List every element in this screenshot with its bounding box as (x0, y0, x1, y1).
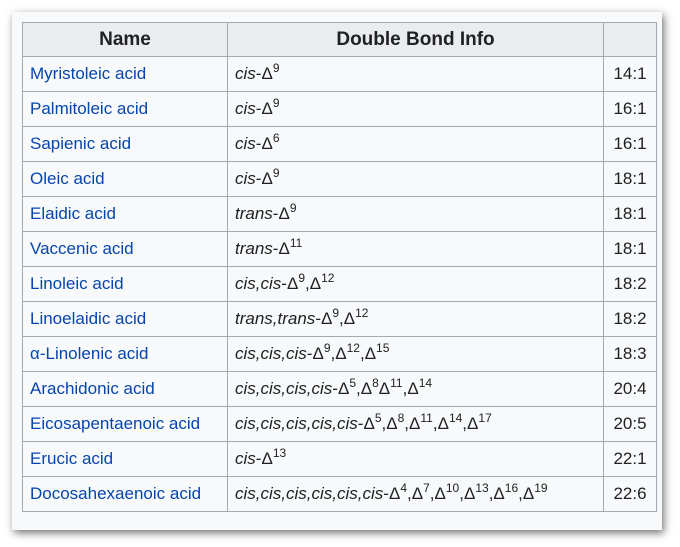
fatty-acid-name-cell (23, 92, 228, 127)
isomer-prefix: cis,cis,cis,cis (235, 379, 333, 398)
bond-position: 9 (289, 201, 297, 215)
table-row (23, 127, 657, 162)
bond-position: 9 (272, 166, 280, 180)
isomer-prefix: cis,cis (235, 274, 282, 293)
bond-position: 13 (475, 481, 489, 495)
fatty-acid-link[interactable]: Erucic acid (30, 449, 114, 468)
bond-position: 11 (390, 376, 403, 390)
bond-position: 9 (298, 271, 305, 285)
isomer-prefix: trans (235, 204, 273, 223)
table-row (23, 232, 657, 267)
header-row (23, 23, 657, 57)
fatty-acid-link[interactable]: α-Linolenic acid (30, 344, 149, 363)
double-bond-info-cell: $cis,cis,cis,cis,cis,cis-\Delta^4,\Delta^7,\Delta^{10},\Delta^{13},\Delta^{16},\Delta^{19}$ (228, 477, 604, 512)
bond-position: 12 (321, 271, 335, 285)
double-bond-info-cell: $cis,cis,cis,cis-\Delta^5,\Delta^8\Delta^{11},\Delta^{14}$ (228, 372, 604, 407)
bond-position: 11 (289, 236, 303, 250)
bond-position: 6 (272, 131, 280, 145)
fatty-acids-table (22, 22, 657, 512)
fatty-acid-name-cell (23, 127, 228, 162)
fatty-acid-name-cell (23, 337, 228, 372)
carbon-formula-cell: 14:1 (604, 57, 657, 92)
isomer-prefix: trans,trans (235, 309, 316, 328)
fatty-acid-link[interactable]: Elaidic acid (30, 204, 116, 223)
bond-position: 8 (397, 411, 405, 425)
isomer-prefix: cis (235, 169, 256, 188)
bond-position: 9 (272, 61, 280, 75)
double-bond-info-cell: cis-$\Delta^{13}$ (228, 442, 604, 477)
fatty-acid-name-cell (23, 407, 228, 442)
isomer-prefix: cis,cis,cis,cis,cis (235, 414, 358, 433)
fatty-acid-link[interactable]: Oleic acid (30, 169, 105, 188)
fatty-acid-name-cell (23, 57, 228, 92)
header-double-bond-info: Double Bond Info (228, 23, 604, 57)
fatty-acid-link[interactable]: Linoleic acid (30, 274, 124, 293)
carbon-formula-cell: 16:1 (604, 127, 657, 162)
table-row (23, 337, 657, 372)
bond-position: 17 (478, 411, 492, 425)
bond-position: 14 (448, 411, 463, 425)
table-row (23, 197, 657, 232)
isomer-prefix: trans (235, 239, 273, 258)
table-row (23, 57, 657, 92)
double-bond-info-cell: trans-$\Delta^{11}$ (228, 232, 604, 267)
double-bond-info-cell: $trans,trans-\Delta^9,\Delta^{12}$ (228, 302, 604, 337)
carbon-formula-cell: 18:1 (604, 232, 657, 267)
fatty-acid-name-cell (23, 232, 228, 267)
table-frame (12, 12, 662, 530)
bond-position: 11 (420, 411, 433, 425)
table-row (23, 162, 657, 197)
fatty-acid-link[interactable]: Myristoleic acid (30, 64, 147, 83)
bond-position: 10 (445, 481, 460, 495)
isomer-prefix: cis (235, 64, 256, 83)
bond-position: 12 (346, 341, 360, 355)
bond-position: 14 (418, 376, 433, 390)
double-bond-info-cell: $cis,cis,cis,cis,cis-\Delta^5,\Delta^8,\Delta^{11},\Delta^{14},\Delta^{17}$ (228, 407, 604, 442)
carbon-formula-cell: 18:2 (604, 302, 657, 337)
isomer-prefix: cis (235, 134, 256, 153)
carbon-formula-cell: 20:4 (604, 372, 657, 407)
double-bond-info-cell: $cis,cis,cis-\Delta^9,\Delta^{12},\Delta^{15}$ (228, 337, 604, 372)
bond-position: 5 (349, 376, 356, 390)
isomer-prefix: cis,cis,cis (235, 344, 307, 363)
fatty-acid-link[interactable]: Eicosapentaenoic acid (30, 414, 201, 433)
fatty-acid-name-cell (23, 302, 228, 337)
fatty-acid-link[interactable]: Docosahexaenoic acid (30, 484, 202, 503)
fatty-acid-name-cell (23, 372, 228, 407)
table-body (23, 57, 657, 512)
table-row (23, 372, 657, 407)
bond-position: 7 (423, 481, 430, 495)
bond-position: 16 (504, 481, 519, 495)
bond-position: 5 (374, 411, 382, 425)
carbon-formula-cell: 18:3 (604, 337, 657, 372)
double-bond-info-cell: cis-$\Delta^9$ (228, 162, 604, 197)
carbon-formula-cell: 18:1 (604, 197, 657, 232)
fatty-acid-name-cell (23, 477, 228, 512)
double-bond-info-cell: cis-$\Delta^9$ (228, 57, 604, 92)
bond-position: 12 (355, 306, 369, 320)
carbon-formula-cell: 22:1 (604, 442, 657, 477)
fatty-acid-link[interactable]: Vaccenic acid (30, 239, 134, 258)
double-bond-info-cell: cis-$\Delta^6$ (228, 127, 604, 162)
bond-position: 9 (323, 341, 331, 355)
table-row (23, 267, 657, 302)
fatty-acid-name-cell (23, 442, 228, 477)
fatty-acid-link[interactable]: Arachidonic acid (30, 379, 155, 398)
bond-position: 15 (376, 341, 390, 355)
fatty-acid-link[interactable]: Sapienic acid (30, 134, 132, 153)
bond-position: 9 (332, 306, 340, 320)
table-row (23, 442, 657, 477)
carbon-formula-cell: 18:2 (604, 267, 657, 302)
carbon-formula-cell: 16:1 (604, 92, 657, 127)
header-formula (604, 23, 657, 57)
isomer-prefix: cis (235, 449, 256, 468)
table-row (23, 477, 657, 512)
table-row (23, 407, 657, 442)
carbon-formula-cell: 20:5 (604, 407, 657, 442)
fatty-acid-name-cell (23, 197, 228, 232)
double-bond-info-cell: trans-$\Delta^9$ (228, 197, 604, 232)
double-bond-info-cell: cis-$\Delta^9$ (228, 92, 604, 127)
fatty-acid-link[interactable]: Palmitoleic acid (30, 99, 149, 118)
isomer-prefix: cis (235, 99, 256, 118)
fatty-acid-link[interactable]: Linoelaidic acid (30, 309, 147, 328)
isomer-prefix: cis,cis,cis,cis,cis,cis (235, 484, 384, 503)
bond-position: 19 (534, 481, 548, 495)
bond-position: 4 (400, 481, 407, 495)
table-row (23, 92, 657, 127)
table-row (23, 302, 657, 337)
header-name: Name (23, 23, 228, 57)
fatty-acid-name-cell (23, 162, 228, 197)
bond-position: 9 (272, 96, 280, 110)
double-bond-info-cell: $cis,cis-\Delta^9,\Delta^{12}$ (228, 267, 604, 302)
carbon-formula-cell: 22:6 (604, 477, 657, 512)
carbon-formula-cell: 18:1 (604, 162, 657, 197)
bond-position: 13 (272, 446, 287, 460)
bond-position: 8 (372, 376, 379, 390)
fatty-acid-name-cell (23, 267, 228, 302)
